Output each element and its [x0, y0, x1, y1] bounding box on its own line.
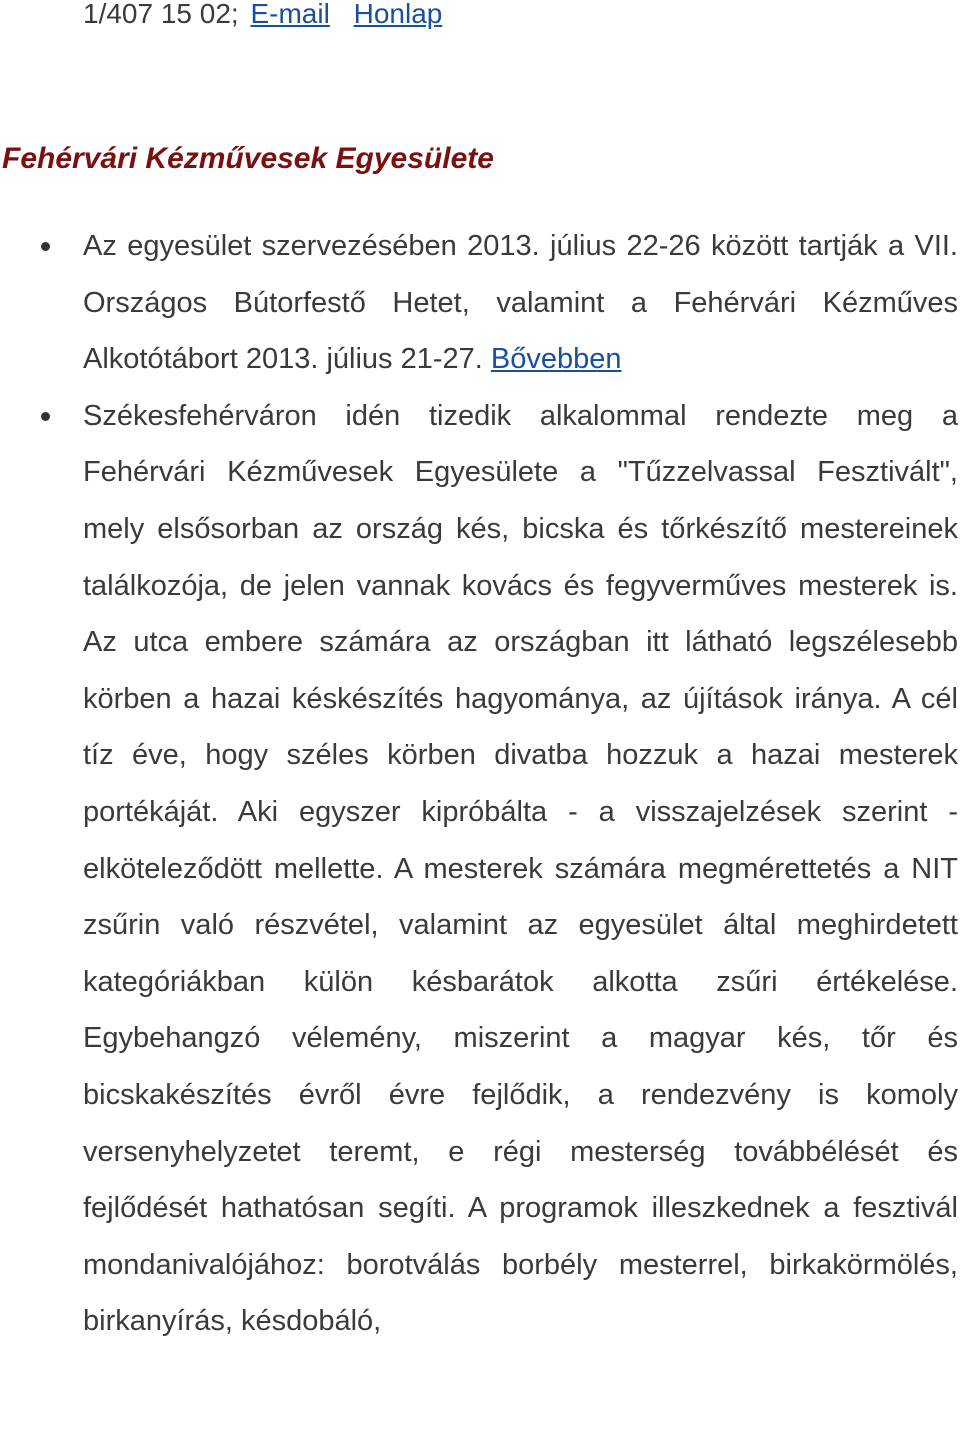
homepage-link[interactable]: Honlap	[353, 0, 443, 29]
email-link[interactable]: E-mail	[250, 0, 330, 29]
news-item-butorfesto	[0, 218, 958, 388]
bullet-icon	[41, 412, 50, 421]
bullet-icon	[41, 242, 50, 251]
organization-title: Fehérvári Kézművesek Egyesülete	[2, 142, 494, 175]
phone-number: 1/407 15 02;	[83, 0, 239, 29]
news-item-tuzzelvassal	[0, 388, 958, 1350]
read-more-link[interactable]: Bővebben	[490, 343, 622, 376]
news-list	[0, 218, 958, 1350]
news-item-text: Székesfehérváron idén tizedik alkalommal rendezte meg a Fehérvári Kézművesek Egyesülete a "Tűzzelvassal Fesztivált", mely elsősorban az ország kés, bicska és tőrkészítő mestereinek találkozója, de jelen vannak kovács és fegyverműves mesterek is. Az utca embere számára az országban itt látható legszélesebb körben a hazai késkészítés hagyománya, az újítások iránya. A cél tíz éve, hogy széles körben divatba hozzuk a hazai mesterek portékáját. Aki egyszer kipróbálta - a visszajelzések szerint - elköteleződött mellette. A mesterek számára megmérettetés a NIT zsűrin való részvétel, valamint az egyesület által meghirdetett kategóriákban külön késbarátok alkotta zsűri értékelése. Egybehangzó vélemény, miszerint a magyar kés, tőr és bicskakészítés évről évre fejlődik, a rendezvény is komoly versenyhelyzetet teremt, e régi mesterség továbbélését és fejlődését hathatósan segíti. A programok illeszkednek a fesztivál mondanivalójához: borotválás borbély mesterrel, birkakörmölés, birkanyírás, késdobáló,	[83, 399, 958, 1338]
contact-line	[83, 0, 442, 36]
news-item-text: Az egyesület szervezésében 2013. július 22-26 között tartják a VII. Országos Bútorfestő Hetet, valamint a Fehérvári Kézműves Alkotótábort 2013. július 21-27.	[83, 230, 958, 376]
